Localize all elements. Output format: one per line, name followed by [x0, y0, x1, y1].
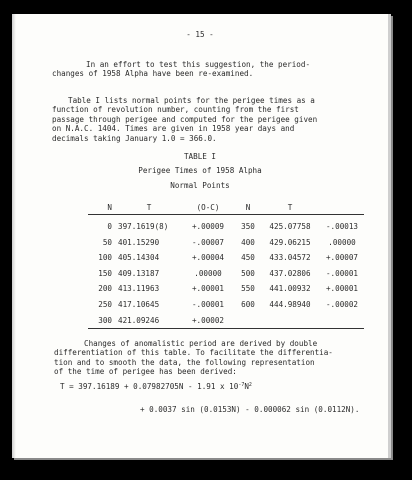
- document-page: [12, 14, 391, 458]
- text-line: on N.A.C. 1404. Times are given in 1958 year days and: [52, 124, 295, 134]
- table-row: [88, 215, 364, 235]
- formula-line-2: + 0.0037 sin (0.0153N) - 0.000062 sin (0.0112N).: [140, 405, 360, 414]
- table-cell: 600: [241, 300, 255, 310]
- table-cell: 405.14304: [118, 253, 160, 263]
- table-cell: 429.06215: [269, 237, 311, 247]
- table-cell: 413.11963: [118, 284, 160, 294]
- table-row: [88, 250, 364, 266]
- table-cell: 300: [98, 315, 112, 325]
- column-header: T: [287, 203, 293, 213]
- table-cell: .00000: [194, 268, 222, 278]
- table-row: [88, 297, 364, 313]
- table-cell: 450: [241, 253, 255, 263]
- table-cell: 400: [241, 237, 255, 247]
- column-header: N: [107, 203, 112, 213]
- table-header-row: [88, 202, 364, 215]
- table-cell: 433.04572: [269, 253, 311, 263]
- text-line: differentiation of this table. To facilitate the differentia-: [54, 348, 333, 358]
- perigee-times-table: [88, 202, 364, 329]
- table-cell: -.00001: [191, 300, 224, 310]
- table-cell: .00000: [328, 237, 356, 247]
- column-header: T: [146, 203, 152, 213]
- table-caption: Normal Points: [170, 181, 230, 190]
- column-header: [320, 202, 364, 215]
- table-cell: -.00001: [325, 268, 358, 278]
- table-cell: 500: [241, 268, 255, 278]
- table-cell: +.00007: [325, 253, 358, 263]
- formula-tail-exponent: 2: [248, 382, 252, 388]
- table-cell: 350: [241, 222, 255, 232]
- table-cell: 150: [98, 268, 112, 278]
- table-cell: 441.00932: [269, 284, 311, 294]
- text-line: function of revolution number, counting from the first: [52, 105, 299, 115]
- table-cell: +.00009: [191, 222, 224, 232]
- text-line: decimals taking January 1.0 = 366.0.: [52, 133, 217, 143]
- paragraph-intro: [52, 60, 360, 79]
- table-cell: -.00013: [325, 222, 358, 232]
- table-cell: 200: [98, 284, 112, 294]
- table-cell: 421.09246: [118, 315, 160, 325]
- table-cell: [260, 313, 320, 329]
- text-line: passage through perigee and computed for the perigee given: [52, 114, 318, 124]
- text-line: of the time of perigee has been derived:: [54, 367, 237, 377]
- table-title: TABLE I: [183, 152, 216, 161]
- table-cell: +.00004: [191, 253, 224, 263]
- table-cell: 401.15290: [118, 237, 160, 247]
- table-cell: -.00007: [191, 237, 224, 247]
- table-row: [88, 266, 364, 282]
- table-cell: 50: [102, 237, 112, 247]
- table-cell: +.00002: [191, 315, 224, 325]
- text-line: In an effort to test this suggestion, the period-: [86, 60, 311, 69]
- paragraph-table-description: [52, 96, 352, 143]
- paragraph-derivation: [54, 339, 354, 377]
- text-line: changes of 1958 Alpha have been re-examined.: [52, 69, 254, 79]
- table-row: [88, 235, 364, 251]
- column-header: (O-C): [196, 203, 220, 213]
- table-cell: 409.13187: [118, 268, 160, 278]
- table-cell: [320, 313, 364, 329]
- table-cell: -.00002: [325, 300, 358, 310]
- page-edge: [12, 14, 16, 458]
- table-row: [88, 313, 364, 329]
- table-cell: 397.1619(8): [118, 222, 169, 232]
- table-subtitle: Perigee Times of 1958 Alpha: [138, 166, 262, 175]
- text-line: Changes of anomalistic period are derived by double: [84, 339, 318, 348]
- table-cell: 550: [241, 284, 255, 294]
- table-cell: 425.07758: [269, 222, 311, 232]
- text-line: tion and to smooth the data, the following representation: [54, 357, 315, 367]
- table-row: [88, 281, 364, 297]
- formula-line-1: [60, 382, 252, 391]
- table-cell: 250: [98, 300, 112, 310]
- formula-tail: N: [244, 382, 249, 391]
- page-number: - 15 -: [186, 30, 214, 39]
- text-line: Table I lists normal points for the perigee times as a: [68, 96, 315, 105]
- formula-main: T = 397.16189 + 0.07982705N - 1.91 x 10: [60, 382, 239, 391]
- table-cell: +.00001: [325, 284, 358, 294]
- table-cell: +.00001: [191, 284, 224, 294]
- column-header: N: [245, 203, 251, 213]
- formula-exponent: -7: [238, 382, 245, 388]
- table-cell: 444.98940: [269, 300, 311, 310]
- table-cell: 100: [98, 253, 112, 263]
- table-cell: [236, 313, 260, 329]
- table-cell: 437.02806: [269, 268, 311, 278]
- table-cell: 417.10645: [118, 300, 160, 310]
- table-cell: 0: [107, 222, 112, 232]
